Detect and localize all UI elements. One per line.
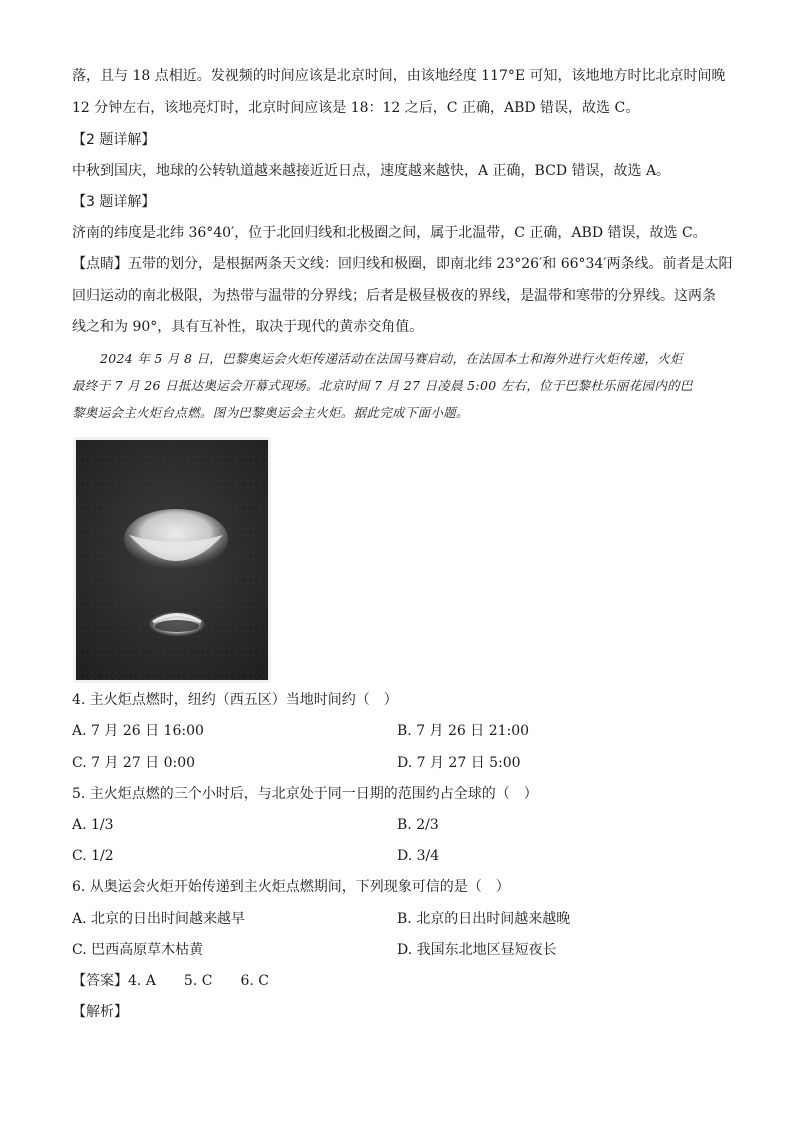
answer-item-4: 4. A [128,973,156,989]
answer-item-5: 5. C [183,973,213,989]
q4-option-c: C. 7 月 27 日 0:00 [72,755,196,771]
analysis-heading: 【解析】 [72,1004,128,1020]
note-line-1 [72,255,733,273]
passage-line-1: 2024 年 5 月 8 日，巴黎奥运会火炬传递活动在法国马赛启动，在法国本土和海外进行火炬传递，火炬 [100,351,683,366]
q5-option-d: D. 3/4 [397,848,440,864]
answer-line [72,972,269,990]
q6-option-a: A. 北京的日出时间越来越早 [72,911,246,927]
olympic-cauldron-photo [73,437,271,683]
reading-passage [72,345,724,426]
q3-detail-heading: 【3 题详解】 [72,194,156,210]
q5-option-a: A. 1/3 [72,817,114,833]
answer-heading: 【答案】 [72,973,128,989]
note-line-2: 回归运动的南北极限，为热带与温带的分界线；后者是极昼极夜的界线，是温带和寒带的分界线。这两条 [72,288,716,304]
question-6-stem: 6. 从奥运会火炬开始传递到主火炬点燃期间，下列现象可信的是（ ） [72,879,510,895]
passage-line-3: 黎奥运会主火炬台点燃。图为巴黎奥运会主火炬。据此完成下面小题。 [72,405,469,420]
q5-option-b: B. 2/3 [397,817,439,833]
note-heading: 【点睛】 [72,256,128,272]
note-text-1: 五带的划分，是根据两条天文线：回归线和极圈，即南北纬 23°26′和 66°34′两条线。前者是太阳 [128,256,733,272]
question-4-stem: 4. 主火炬点燃时，纽约（西五区）当地时间约（ ） [72,692,398,708]
note-line-3: 线之和为 90°，具有互补性，取决于现代的黄赤交角值。 [72,319,424,335]
answer-item-6: 6. C [240,973,269,989]
q4-option-a: A. 7 月 26 日 16:00 [72,723,204,739]
q2-detail-heading: 【2 题详解】 [72,132,156,148]
prev-analysis-line-1: 落，且与 18 点相近。发视频的时间应该是北京时间，由该地经度 117°E 可知，该地地方时比北京时间晚 [72,68,726,84]
q4-option-d: D. 7 月 27 日 5:00 [397,755,521,771]
passage-line-2: 最终于 7 月 26 日抵达奥运会开幕式现场。北京时间 7 月 27 日凌晨 5:00 左右，位于巴黎杜乐丽花园内的巴 [72,378,693,393]
q5-option-c: C. 1/2 [72,848,114,864]
q6-option-d: D. 我国东北地区昼短夜长 [397,942,557,958]
q4-option-b: B. 7 月 26 日 21:00 [397,723,530,739]
q6-option-b: B. 北京的日出时间越来越晚 [397,911,571,927]
q6-option-c: C. 巴西高原草木枯黄 [72,942,204,958]
prev-analysis-line-2: 12 分钟左右，该地亮灯时，北京时间应该是 18：12 之后，C 正确，ABD 错误，故选 C。 [72,100,640,116]
q3-detail-text: 济南的纬度是北纬 36°40′，位于北回归线和北极圈之间，属于北温带，C 正确，ABD 错误，故选 C。 [72,225,707,241]
question-5-stem: 5. 主火炬点燃的三个小时后，与北京处于同一日期的范围约占全球的（ ） [72,786,538,802]
q2-detail-text: 中秋到国庆，地球的公转轨道越来越接近近日点，速度越来越快，A 正确，BCD 错误，故选 A。 [72,163,671,179]
